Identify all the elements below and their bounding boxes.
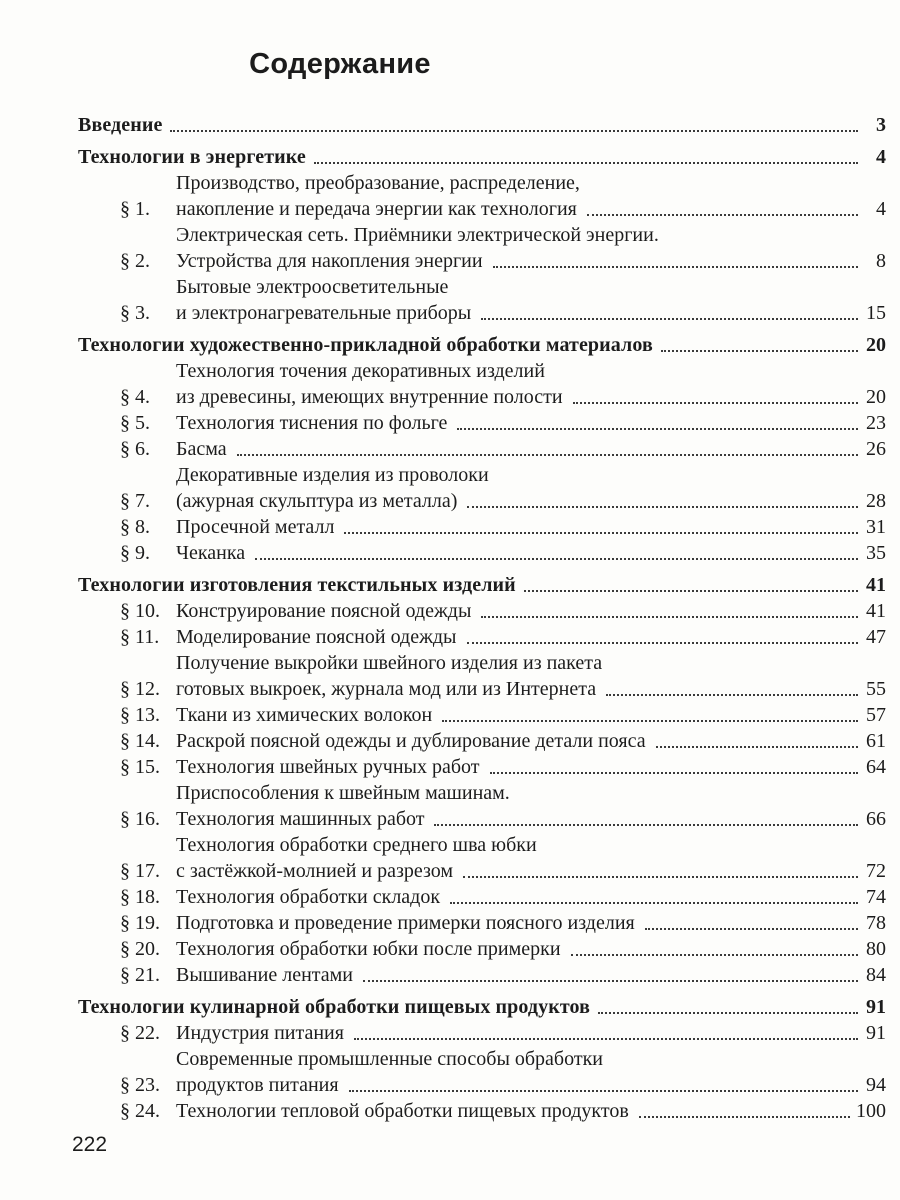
paragraph-number: § 17. <box>120 860 160 882</box>
paragraph-body <box>176 1098 886 1124</box>
paragraph-body <box>176 962 886 988</box>
paragraph-title-line: Моделирование поясной одежды <box>176 626 457 648</box>
toc-section[interactable] <box>78 144 886 170</box>
dot-leader <box>170 130 858 132</box>
paragraph-title-line: Технология обработки складок <box>176 886 441 908</box>
toc-paragraph[interactable] <box>78 832 886 884</box>
paragraph-line <box>176 1020 886 1046</box>
dot-leader <box>442 720 858 722</box>
paragraph-number: § 10. <box>120 600 160 622</box>
paragraph-line <box>176 300 886 326</box>
dot-leader <box>255 558 858 560</box>
paragraph-number: § 8. <box>120 516 150 538</box>
paragraph-line <box>176 488 886 514</box>
paragraph-line <box>176 702 886 728</box>
toc-page-number: 72 <box>866 860 886 882</box>
table-of-contents <box>78 112 886 1124</box>
toc-paragraph[interactable] <box>78 222 886 274</box>
toc-paragraph[interactable] <box>78 462 886 514</box>
toc-page-number: 57 <box>866 704 886 726</box>
paragraph-line <box>176 728 886 754</box>
paragraph-body <box>176 274 886 326</box>
dot-leader <box>656 746 858 748</box>
paragraph-line <box>176 1098 886 1124</box>
dot-leader <box>463 876 858 878</box>
paragraph-title-line: Чеканка <box>176 542 246 564</box>
toc-page-number: 4 <box>876 198 886 220</box>
paragraph-number: § 2. <box>120 250 150 272</box>
paragraph-line <box>176 676 886 702</box>
toc-paragraph[interactable] <box>78 910 886 936</box>
paragraph-title-line: Подготовка и проведение примерки поясного изделия <box>176 912 635 934</box>
paragraph-number: § 20. <box>120 938 160 960</box>
dot-leader <box>598 1012 858 1014</box>
paragraph-title-line: Устройства для накопления энергии <box>176 250 483 272</box>
dot-leader <box>467 642 859 644</box>
paragraph-title-line: с застёжкой-молнией и разрезом <box>176 860 454 882</box>
paragraph-number: § 3. <box>120 302 150 324</box>
toc-paragraph[interactable] <box>78 624 886 650</box>
toc-page-number: 78 <box>866 912 886 934</box>
paragraph-number: § 19. <box>120 912 160 934</box>
paragraph-line <box>176 624 886 650</box>
paragraph-title-line: Вышивание лентами <box>176 964 354 986</box>
dot-leader <box>645 928 858 930</box>
toc-paragraph[interactable] <box>78 598 886 624</box>
paragraph-title-line: Ткани из химических волокон <box>176 704 433 726</box>
paragraph-line <box>176 910 886 936</box>
toc-page-number: 55 <box>866 678 886 700</box>
toc-page-number: 41 <box>866 600 886 622</box>
toc-page-number: 28 <box>866 490 886 512</box>
toc-page-number: 26 <box>866 438 886 460</box>
paragraph-number: § 21. <box>120 964 160 986</box>
paragraph-title-line: Просечной металл <box>176 516 335 538</box>
paragraph-title-line: Технология обработки юбки после примерки <box>176 938 561 960</box>
paragraph-number: § 9. <box>120 542 150 564</box>
paragraph-title-line: Современные промышленные способы обработки <box>176 1048 604 1070</box>
paragraph-number: § 24. <box>120 1100 160 1122</box>
paragraph-title-line: Технология тиснения по фольге <box>176 412 448 434</box>
toc-paragraph[interactable] <box>78 780 886 832</box>
paragraph-body <box>176 1020 886 1046</box>
paragraph-line <box>176 806 886 832</box>
paragraph-number: § 23. <box>120 1074 160 1096</box>
toc-section[interactable] <box>78 112 886 138</box>
paragraph-line <box>176 248 886 274</box>
dot-leader <box>606 694 858 696</box>
dot-leader <box>587 214 858 216</box>
toc-section-title: Технологии изготовления текстильных изделий <box>78 574 516 596</box>
dot-leader <box>661 350 858 352</box>
toc-paragraph[interactable] <box>78 410 886 436</box>
paragraph-number: § 11. <box>120 626 160 648</box>
toc-page-number: 84 <box>866 964 886 986</box>
paragraph-line <box>176 832 886 858</box>
paragraph-number: § 13. <box>120 704 160 726</box>
paragraph-line <box>176 222 886 248</box>
paragraph-body <box>176 514 886 540</box>
paragraph-title-line: продуктов питания <box>176 1074 339 1096</box>
paragraph-body <box>176 754 886 780</box>
paragraph-number: § 14. <box>120 730 160 752</box>
paragraph-body <box>176 780 886 832</box>
paragraph-title-line: Индустрия питания <box>176 1022 344 1044</box>
dot-leader <box>571 954 858 956</box>
paragraph-title-line: накопление и передача энергии как технология <box>176 198 577 220</box>
dot-leader <box>314 162 858 164</box>
toc-paragraph[interactable] <box>78 702 886 728</box>
paragraph-body <box>176 222 886 274</box>
toc-page-number: 23 <box>866 412 886 434</box>
paragraph-line <box>176 196 886 222</box>
paragraph-title-line: Получение выкройки швейного изделия из пакета <box>176 652 603 674</box>
toc-paragraph[interactable] <box>78 358 886 410</box>
paragraph-title-line: Технология швейных ручных работ <box>176 756 480 778</box>
paragraph-title-line: готовых выкроек, журнала мод или из Интернета <box>176 678 597 700</box>
paragraph-number: § 1. <box>120 198 150 220</box>
toc-page-number: 41 <box>866 574 886 596</box>
toc-page-number: 3 <box>876 114 886 136</box>
paragraph-title-line: Бытовые электроосветительные <box>176 276 449 298</box>
paragraph-title-line: Раскрой поясной одежды и дублирование детали пояса <box>176 730 646 752</box>
toc-page-number: 100 <box>856 1100 886 1122</box>
toc-section[interactable] <box>78 332 886 358</box>
paragraph-number: § 22. <box>120 1022 160 1044</box>
toc-page-number: 64 <box>866 756 886 778</box>
paragraph-title-line: из древесины, имеющих внутренние полости <box>176 386 563 408</box>
paragraph-body <box>176 936 886 962</box>
dot-leader <box>363 980 858 982</box>
toc-paragraph[interactable] <box>78 884 886 910</box>
dot-leader <box>524 590 858 592</box>
dot-leader <box>573 402 858 404</box>
paragraph-line <box>176 540 886 566</box>
toc-paragraph[interactable] <box>78 650 886 702</box>
toc-page-number: 31 <box>866 516 886 538</box>
toc-page-number: 20 <box>866 386 886 408</box>
dot-leader <box>354 1038 858 1040</box>
toc-section-title: Технологии в энергетике <box>78 146 306 168</box>
paragraph-body <box>176 170 886 222</box>
paragraph-line <box>176 754 886 780</box>
paragraph-line <box>176 598 886 624</box>
paragraph-number: § 18. <box>120 886 160 908</box>
paragraph-title-line: (ажурная скульптура из металла) <box>176 490 458 512</box>
page-title: Содержание <box>249 48 431 80</box>
toc-page-number: 61 <box>866 730 886 752</box>
paragraph-line <box>176 462 886 488</box>
toc-paragraph[interactable] <box>78 514 886 540</box>
dot-leader <box>450 902 858 904</box>
paragraph-line <box>176 962 886 988</box>
paragraph-number: § 4. <box>120 386 150 408</box>
dot-leader <box>467 506 858 508</box>
paragraph-body <box>176 650 886 702</box>
paragraph-number: § 12. <box>120 678 160 700</box>
toc-page-number: 66 <box>866 808 886 830</box>
paragraph-number: § 16. <box>120 808 160 830</box>
toc-paragraph[interactable] <box>78 540 886 566</box>
dot-leader <box>344 532 858 534</box>
paragraph-title-line: Электрическая сеть. Приёмники электрической энергии. <box>176 224 659 246</box>
paragraph-line <box>176 780 886 806</box>
toc-paragraph[interactable] <box>78 170 886 222</box>
paragraph-body <box>176 728 886 754</box>
paragraph-body <box>176 358 886 410</box>
paragraph-line <box>176 410 886 436</box>
dot-leader <box>349 1090 858 1092</box>
paragraph-body <box>176 624 886 650</box>
toc-paragraph[interactable] <box>78 1020 886 1046</box>
paragraph-title-line: Технология точения декоративных изделий <box>176 360 545 382</box>
dot-leader <box>237 454 858 456</box>
paragraph-line <box>176 936 886 962</box>
paragraph-line <box>176 650 886 676</box>
dot-leader <box>490 772 858 774</box>
paragraph-body <box>176 540 886 566</box>
dot-leader <box>493 266 858 268</box>
toc-page-number: 74 <box>866 886 886 908</box>
toc-paragraph[interactable] <box>78 754 886 780</box>
toc-paragraph[interactable] <box>78 962 886 988</box>
toc-section-title: Технологии кулинарной обработки пищевых продуктов <box>78 996 591 1018</box>
paragraph-title-line: Технологии тепловой обработки пищевых продуктов <box>176 1100 629 1122</box>
page-number: 222 <box>72 1133 108 1156</box>
paragraph-title-line: и электронагревательные приборы <box>176 302 472 324</box>
toc-section-title: Технологии художественно-прикладной обработки материалов <box>78 334 653 356</box>
paragraph-body <box>176 598 886 624</box>
paragraph-body <box>176 832 886 884</box>
toc-page-number: 15 <box>866 302 886 324</box>
toc-page-number: 94 <box>866 1074 886 1096</box>
paragraph-line <box>176 358 886 384</box>
paragraph-body <box>176 410 886 436</box>
dot-leader <box>434 824 858 826</box>
toc-page-number: 8 <box>876 250 886 272</box>
paragraph-line <box>176 274 886 300</box>
dot-leader <box>481 616 858 618</box>
toc-paragraph[interactable] <box>78 274 886 326</box>
dot-leader <box>457 428 858 430</box>
toc-section-title: Введение <box>78 114 163 136</box>
paragraph-line <box>176 1072 886 1098</box>
paragraph-line <box>176 514 886 540</box>
toc-paragraph[interactable] <box>78 436 886 462</box>
paragraph-number: § 7. <box>120 490 150 512</box>
paragraph-line <box>176 858 886 884</box>
toc-page-number: 47 <box>866 626 886 648</box>
toc-section[interactable] <box>78 994 886 1020</box>
toc-page-number: 91 <box>866 996 886 1018</box>
paragraph-line <box>176 170 886 196</box>
toc-page-number: 20 <box>866 334 886 356</box>
paragraph-line <box>176 384 886 410</box>
paragraph-title-line: Басма <box>176 438 227 460</box>
paragraph-body <box>176 702 886 728</box>
paragraph-body <box>176 462 886 514</box>
paragraph-title-line: Декоративные изделия из проволоки <box>176 464 489 486</box>
toc-paragraph[interactable] <box>78 728 886 754</box>
paragraph-body <box>176 1046 886 1098</box>
paragraph-number: § 6. <box>120 438 150 460</box>
dot-leader <box>639 1116 850 1118</box>
toc-page-number: 35 <box>866 542 886 564</box>
paragraph-line <box>176 1046 886 1072</box>
paragraph-title-line: Конструирование поясной одежды <box>176 600 472 622</box>
toc-page-number: 80 <box>866 938 886 960</box>
paragraph-title-line: Производство, преобразование, распределение, <box>176 172 580 194</box>
paragraph-body <box>176 910 886 936</box>
toc-page-number: 4 <box>876 146 886 168</box>
paragraph-line <box>176 884 886 910</box>
paragraph-number: § 15. <box>120 756 160 778</box>
paragraph-body <box>176 884 886 910</box>
toc-page-number: 91 <box>866 1022 886 1044</box>
paragraph-title-line: Технология машинных работ <box>176 808 425 830</box>
toc-paragraph[interactable] <box>78 1098 886 1124</box>
toc-paragraph[interactable] <box>78 1046 886 1098</box>
toc-paragraph[interactable] <box>78 936 886 962</box>
paragraph-title-line: Приспособления к швейным машинам. <box>176 782 510 804</box>
paragraph-body <box>176 436 886 462</box>
paragraph-title-line: Технология обработки среднего шва юбки <box>176 834 537 856</box>
paragraph-number: § 5. <box>120 412 150 434</box>
toc-section[interactable] <box>78 572 886 598</box>
paragraph-line <box>176 436 886 462</box>
dot-leader <box>481 318 858 320</box>
